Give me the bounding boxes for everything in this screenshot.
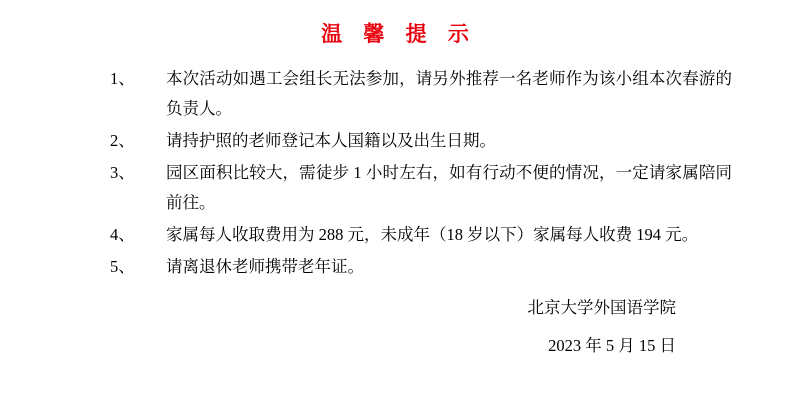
list-item-text: 园区面积比较大，需徒步 1 小时左右，如有行动不便的情况，一定请家属陪同前往。	[166, 163, 732, 212]
page-title: 温 馨 提 示	[321, 22, 477, 46]
list-item-number: 1、	[110, 69, 135, 88]
signature-date: 2023 年 5 月 15 日	[548, 336, 676, 355]
list-item-number: 2、	[110, 131, 135, 150]
list-item	[110, 252, 732, 282]
list-item-number: 4、	[110, 225, 135, 244]
notice-list	[0, 64, 790, 282]
list-item	[110, 64, 732, 124]
list-item-number: 5、	[110, 257, 135, 276]
list-item-number: 3、	[110, 163, 135, 182]
list-item-text: 请持护照的老师登记本人国籍以及出生日期。	[166, 131, 496, 150]
list-item-text: 本次活动如遇工会组长无法参加，请另外推荐一名老师作为该小组本次春游的负责人。	[166, 69, 732, 118]
list-item	[110, 158, 732, 218]
signature-organization: 北京大学外国语学院	[527, 298, 676, 317]
list-item	[110, 126, 732, 156]
list-item-text: 请离退休老师携带老年证。	[166, 257, 364, 276]
list-item	[110, 220, 732, 250]
document-page	[0, 18, 790, 419]
list-item-text: 家属每人收取费用为 288 元，未成年（18 岁以下）家属每人收费 194 元。	[166, 225, 699, 244]
